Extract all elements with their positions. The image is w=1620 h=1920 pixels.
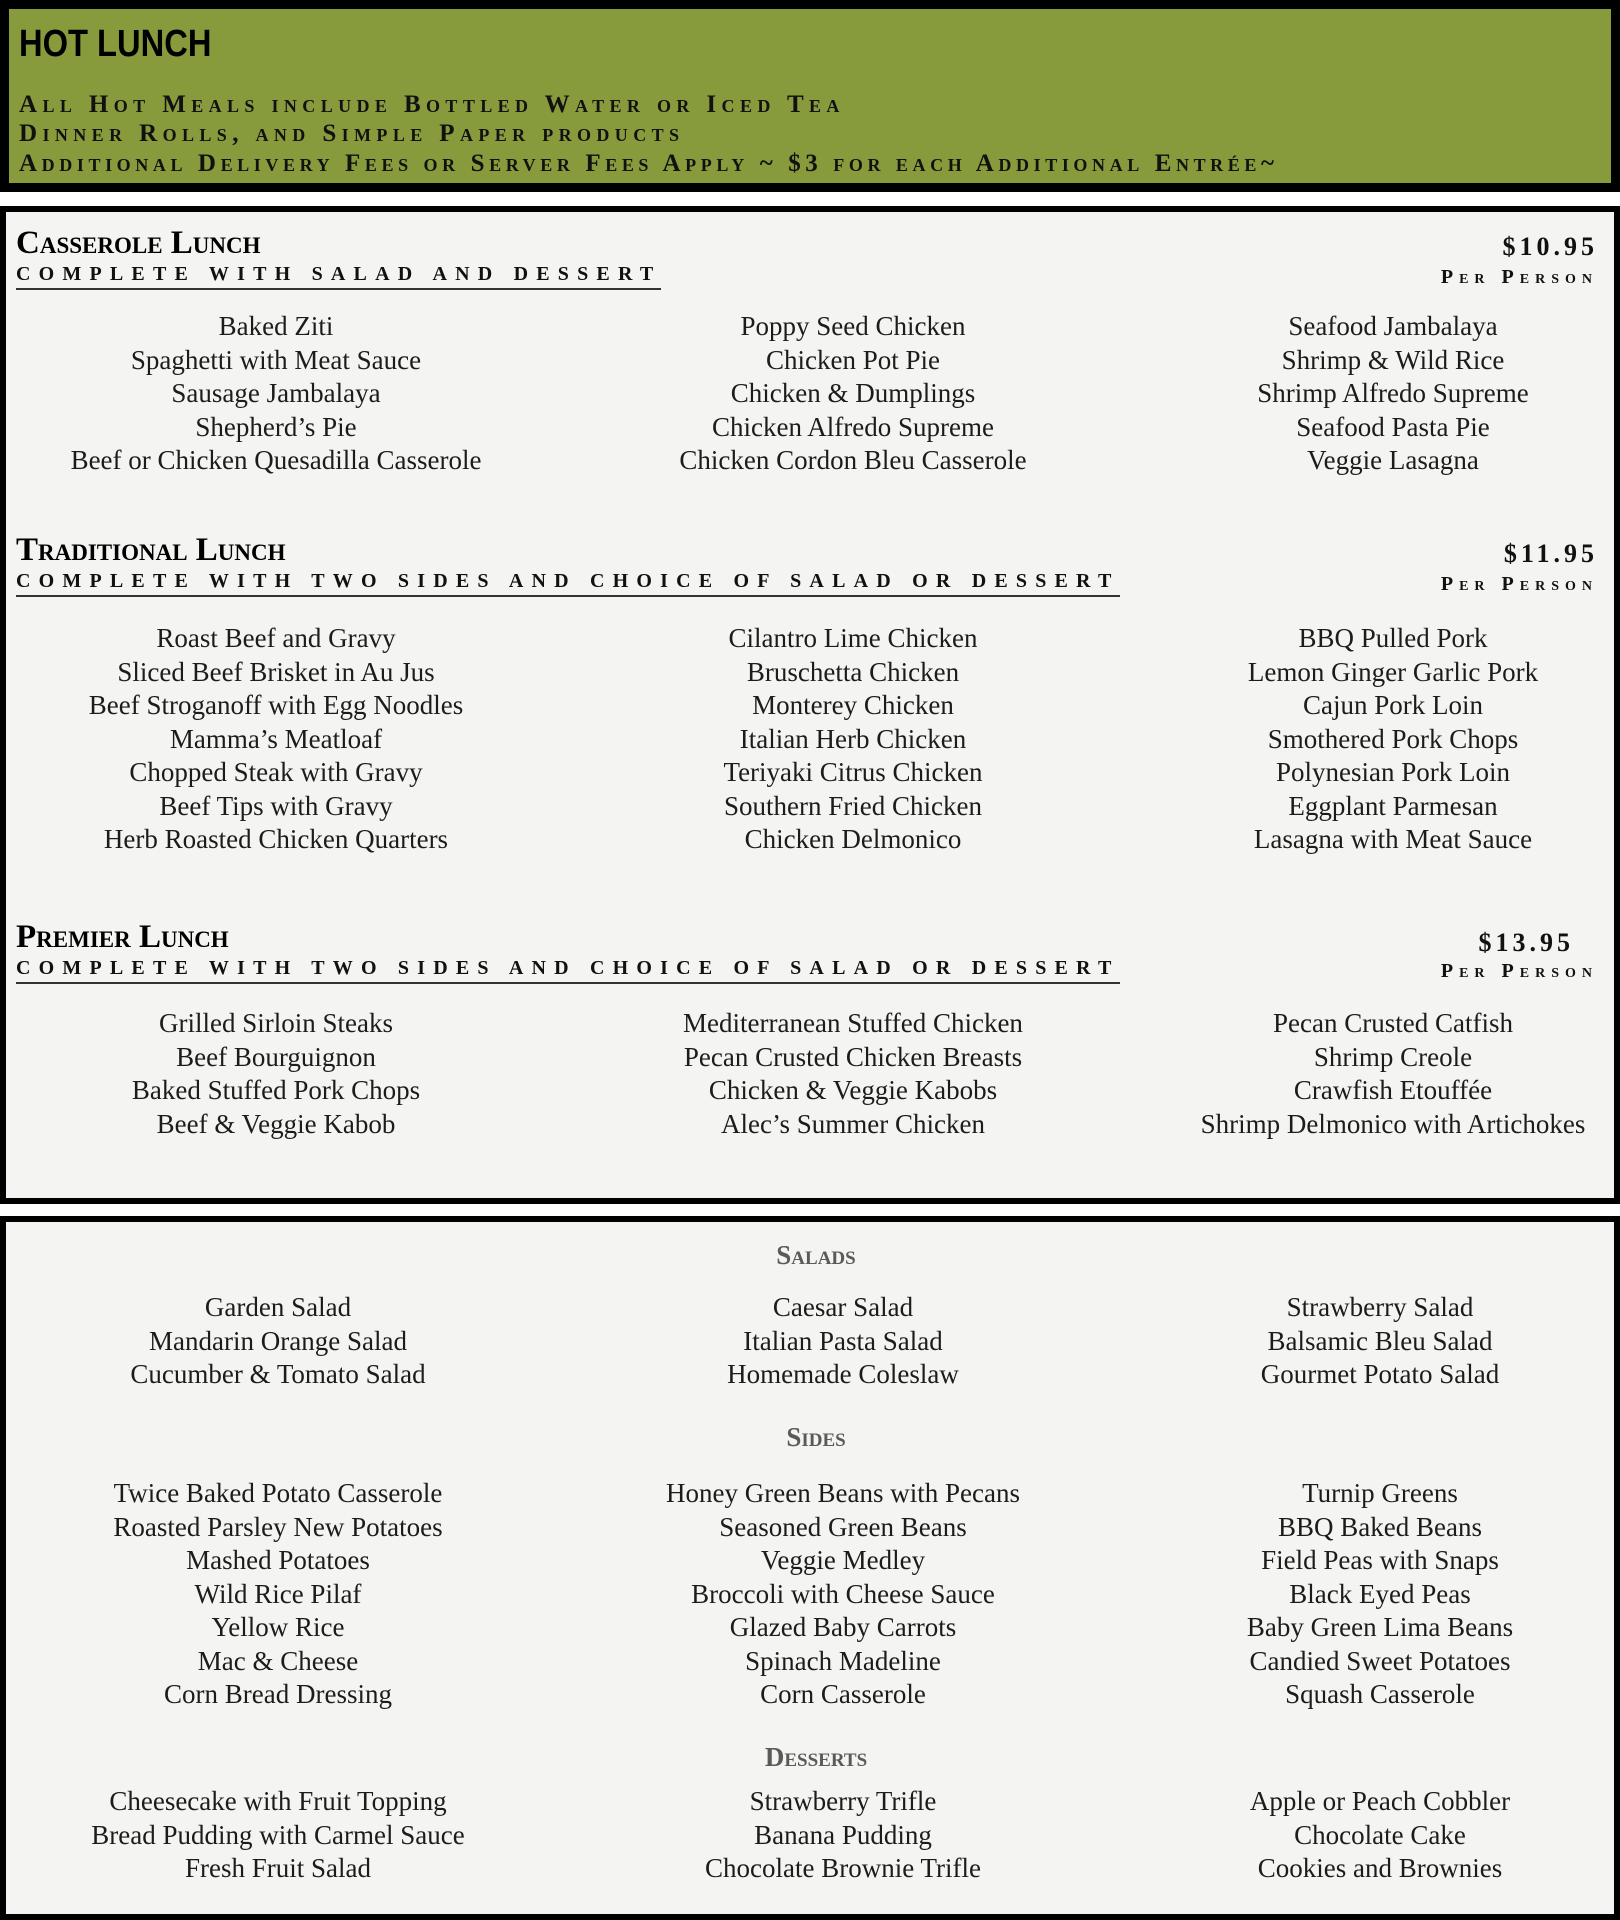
menu-item: Apple or Peach Cobbler bbox=[1249, 1786, 1511, 1816]
menu-item: Cheesecake with Fruit Topping bbox=[109, 1786, 447, 1816]
menu-item: Spaghetti with Meat Sauce bbox=[130, 344, 422, 375]
menu-item: Beef Tips with Gravy bbox=[159, 790, 393, 821]
sides-heading: Sides bbox=[786, 1422, 846, 1452]
menu-item: Squash Casserole bbox=[1285, 1679, 1475, 1709]
menu-item: Baby Green Lima Beans bbox=[1246, 1612, 1514, 1642]
menu-item: BBQ Baked Beans bbox=[1278, 1511, 1482, 1542]
menu-item: BBQ Pulled Pork bbox=[1298, 623, 1488, 653]
menu-item: Spinach Madeline bbox=[745, 1645, 941, 1676]
menu-item: Seafood Pasta Pie bbox=[1296, 411, 1490, 442]
menu-item: Broccoli with Cheese Sauce bbox=[691, 1578, 995, 1609]
menu-item: Polynesian Pork Loin bbox=[1276, 757, 1510, 787]
menu-item: Corn Casserole bbox=[760, 1679, 926, 1709]
premier-subtitle: COMPLETE WITH TWO SIDES AND CHOICE OF SALAD OR DESSERT bbox=[16, 957, 1120, 984]
menu-item: Veggie Medley bbox=[760, 1545, 926, 1575]
menu-item: Strawberry Trifle bbox=[749, 1786, 937, 1816]
desserts-heading: Desserts bbox=[764, 1742, 868, 1772]
desserts-col-3 bbox=[1130, 1785, 1620, 1886]
traditional-col-1 bbox=[26, 622, 526, 857]
sides-col-1 bbox=[28, 1477, 528, 1712]
header-line-1: All Hot Meals include Bottled Water or Iced Tea bbox=[19, 91, 845, 118]
menu-item: Pecan Crusted Chicken Breasts bbox=[683, 1041, 1023, 1072]
menu-item: Herb Roasted Chicken Quarters bbox=[103, 824, 449, 854]
casserole-title: Casserole Lunch bbox=[16, 225, 261, 261]
salads-col-2 bbox=[593, 1291, 1093, 1392]
menu-item: Mediterranean Stuffed Chicken bbox=[683, 1008, 1023, 1038]
menu-item: Mac & Cheese bbox=[197, 1645, 359, 1676]
sides-col-3 bbox=[1130, 1477, 1620, 1712]
header-banner bbox=[0, 0, 1620, 192]
menu-item: Field Peas with Snaps bbox=[1261, 1545, 1499, 1575]
menu-item: Chicken Cordon Bleu Casserole bbox=[679, 445, 1027, 475]
menu-item: Bruschetta Chicken bbox=[746, 656, 960, 687]
menu-item: Chocolate Brownie Trifle bbox=[705, 1853, 981, 1883]
menu-item: Lemon Ginger Garlic Pork bbox=[1247, 656, 1539, 687]
premier-price: $13.95 bbox=[1478, 928, 1574, 957]
menu-item: Bread Pudding with Carmel Sauce bbox=[91, 1819, 465, 1850]
menu-item: Poppy Seed Chicken bbox=[740, 311, 966, 341]
menu-item: Black Eyed Peas bbox=[1289, 1578, 1471, 1609]
menu-item: Seafood Jambalaya bbox=[1288, 311, 1498, 341]
sides-col-2 bbox=[593, 1477, 1093, 1712]
menu-item: Gourmet Potato Salad bbox=[1260, 1359, 1500, 1389]
menu-item: Pecan Crusted Catfish bbox=[1273, 1008, 1513, 1038]
premier-col-3 bbox=[1143, 1007, 1620, 1141]
menu-item: Italian Pasta Salad bbox=[743, 1325, 943, 1356]
menu-item: Baked Stuffed Pork Chops bbox=[131, 1075, 421, 1105]
traditional-price: $11.95 bbox=[1503, 539, 1598, 568]
menu-item: Glazed Baby Carrots bbox=[729, 1612, 957, 1642]
menu-item: Garden Salad bbox=[204, 1292, 352, 1322]
menu-item: Fresh Fruit Salad bbox=[185, 1853, 371, 1883]
menu-item: Chicken Alfredo Supreme bbox=[712, 411, 994, 442]
menu-item: Balsamic Bleu Salad bbox=[1267, 1325, 1493, 1356]
menu-item: Caesar Salad bbox=[772, 1292, 914, 1322]
menu-item: Eggplant Parmesan bbox=[1288, 790, 1498, 821]
menu-item: Smothered Pork Chops bbox=[1267, 723, 1519, 754]
menu-item: Lasagna with Meat Sauce bbox=[1253, 824, 1533, 854]
menu-item: Veggie Lasagna bbox=[1307, 445, 1479, 475]
casserole-subtitle: COMPLETE WITH SALAD AND DESSERT bbox=[16, 263, 661, 290]
page-title: HOT LUNCH bbox=[19, 23, 212, 65]
premier-col-1 bbox=[26, 1007, 526, 1141]
casserole-col-2 bbox=[603, 310, 1103, 478]
casserole-col-3 bbox=[1143, 310, 1620, 478]
menu-item: Shrimp Creole bbox=[1313, 1041, 1473, 1072]
menu-item: Southern Fried Chicken bbox=[724, 790, 982, 821]
menu-item: Alec’s Summer Chicken bbox=[721, 1108, 985, 1139]
traditional-col-3 bbox=[1143, 622, 1620, 857]
menu-item: Wild Rice Pilaf bbox=[194, 1578, 362, 1609]
menu-item: Shepherd’s Pie bbox=[195, 411, 357, 442]
menu-item: Monterey Chicken bbox=[752, 690, 954, 720]
menu-item: Cucumber & Tomato Salad bbox=[130, 1359, 426, 1389]
menu-item: Corn Bread Dressing bbox=[164, 1679, 392, 1709]
menu-item: Shrimp & Wild Rice bbox=[1281, 344, 1505, 375]
traditional-title: Traditional Lunch bbox=[16, 532, 286, 568]
menu-item: Turnip Greens bbox=[1302, 1478, 1458, 1508]
menu-item: Shrimp Alfredo Supreme bbox=[1257, 378, 1529, 408]
premier-col-2 bbox=[603, 1007, 1103, 1141]
menu-item: Roasted Parsley New Potatoes bbox=[113, 1511, 443, 1542]
menu-item: Mashed Potatoes bbox=[186, 1545, 370, 1575]
premier-per-person: Per Person bbox=[1440, 960, 1598, 982]
menu-item: Yellow Rice bbox=[211, 1612, 345, 1642]
menu-item: Seasoned Green Beans bbox=[719, 1511, 967, 1542]
menu-item: Baked Ziti bbox=[218, 311, 334, 341]
traditional-subtitle: COMPLETE WITH TWO SIDES AND CHOICE OF SALAD OR DESSERT bbox=[16, 570, 1120, 597]
desserts-col-2 bbox=[593, 1785, 1093, 1886]
menu-item: Teriyaki Citrus Chicken bbox=[723, 757, 983, 787]
menu-item: Cajun Pork Loin bbox=[1303, 690, 1483, 720]
menu-item: Beef or Chicken Quesadilla Casserole bbox=[70, 445, 482, 475]
menu-item: Chicken Pot Pie bbox=[766, 344, 940, 375]
menu-item: Beef Stroganoff with Egg Noodles bbox=[88, 690, 464, 720]
menu-item: Mamma’s Meatloaf bbox=[169, 723, 383, 754]
menu-item: Crawfish Etouffée bbox=[1293, 1075, 1493, 1105]
menu-item: Cilantro Lime Chicken bbox=[728, 623, 978, 653]
menu-item: Chicken & Dumplings bbox=[730, 378, 976, 408]
menu-item: Honey Green Beans with Pecans bbox=[666, 1478, 1020, 1508]
menu-item: Mandarin Orange Salad bbox=[149, 1325, 407, 1356]
casserole-per-person: Per Person bbox=[1440, 266, 1598, 288]
salads-heading: Salads bbox=[776, 1240, 856, 1270]
menu-item: Strawberry Salad bbox=[1286, 1292, 1474, 1322]
menu-item: Sliced Beef Brisket in Au Jus bbox=[117, 656, 435, 687]
traditional-per-person: Per Person bbox=[1440, 573, 1598, 595]
menu-item: Beef Bourguignon bbox=[176, 1041, 376, 1072]
entrees-panel bbox=[0, 206, 1620, 1204]
menu-item: Homemade Coleslaw bbox=[727, 1359, 959, 1389]
desserts-col-1 bbox=[28, 1785, 528, 1886]
menu-item: Roast Beef and Gravy bbox=[156, 623, 396, 653]
menu-item: Candied Sweet Potatoes bbox=[1249, 1645, 1511, 1676]
salads-col-3 bbox=[1130, 1291, 1620, 1392]
menu-item: Shrimp Delmonico with Artichokes bbox=[1200, 1108, 1586, 1139]
salads-col-1 bbox=[28, 1291, 528, 1392]
menu-item: Chicken Delmonico bbox=[744, 824, 962, 854]
menu-item: Beef & Veggie Kabob bbox=[156, 1108, 396, 1139]
menu-item: Cookies and Brownies bbox=[1257, 1853, 1503, 1883]
menu-item: Twice Baked Potato Casserole bbox=[113, 1478, 443, 1508]
header-line-3: Additional Delivery Fees or Server Fees Apply ~ $3 for each Additional Entrée~ bbox=[19, 150, 1279, 177]
casserole-price: $10.95 bbox=[1502, 232, 1598, 261]
menu-item: Banana Pudding bbox=[754, 1819, 932, 1850]
menu-item: Grilled Sirloin Steaks bbox=[159, 1008, 393, 1038]
menu-item: Chocolate Cake bbox=[1294, 1819, 1466, 1850]
sides-panel bbox=[0, 1216, 1620, 1920]
traditional-col-2 bbox=[603, 622, 1103, 857]
header-line-2: Dinner Rolls, and Simple Paper products bbox=[19, 120, 685, 147]
premier-title: Premier Lunch bbox=[16, 919, 229, 955]
menu-item: Sausage Jambalaya bbox=[171, 378, 381, 408]
casserole-col-1 bbox=[26, 310, 526, 478]
menu-item: Chicken & Veggie Kabobs bbox=[708, 1075, 998, 1105]
menu-item: Italian Herb Chicken bbox=[739, 723, 967, 754]
menu-item: Chopped Steak with Gravy bbox=[129, 757, 423, 787]
